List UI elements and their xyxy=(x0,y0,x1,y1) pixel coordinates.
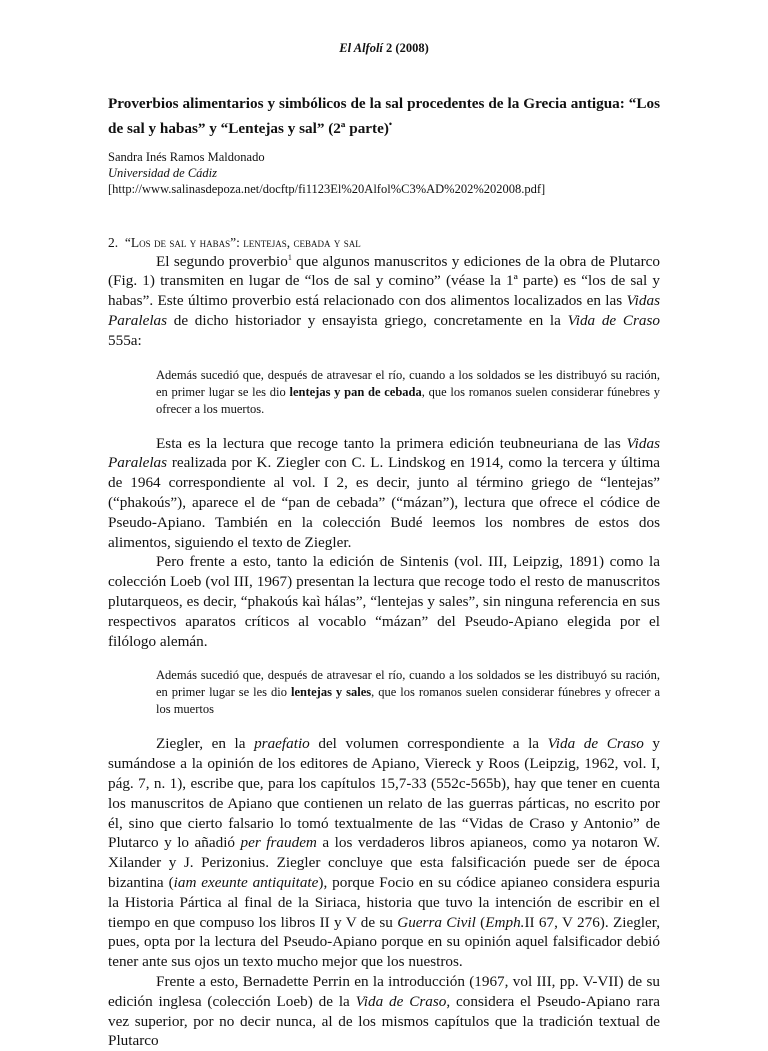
italic-text: iam exeunte antiquitate xyxy=(173,874,319,891)
section-heading xyxy=(108,234,660,252)
text: , que los romanos suelen considerar fúnebres y ofrecer a los muertos. xyxy=(156,384,660,416)
text: a los verdaderos libros apianeos, como ya notaron W. Xilander y J. Perizonius. Ziegler concluye que esta falsificación puede ser de época bizantina ( xyxy=(108,834,660,891)
text: ( xyxy=(475,913,486,931)
text: , que los romanos suelen considerar fúnebres y ofrecer a los muertos xyxy=(156,685,661,717)
italic-title: Guerra Civil xyxy=(397,913,476,931)
title-text: Proverbios alimentarios y simbólicos de la sal procedentes de la Grecia antigua: “Los de sal y habas” y “Lentejas y sal” (2ª parte) xyxy=(108,95,660,138)
bold-text: lentejas y pan de cebada xyxy=(289,384,422,399)
text: y sumándose a la opinión de los editores de Apiano, Viereck y Roos (Leipzig, 1962, vol. I, pág. 7, n. 1), escribe que, para los capítulos 15,7-33 (552c-565b), hay que tener en cuenta los manuscritos de Apiano que contienen un relato de las guerras párticas, no escrito por él, sino que cierto falsario lo tomó textualmente de las “Vidas de Craso y Antonio” de Plutarco y lo añadió xyxy=(108,735,660,852)
text: II 67, V 276). Ziegler, pues, opta por la lectura del Pseudo-Apiano porque en su opinión aquel falsificador debió tener ante sus ojos un texto mucho mejor que los nuestros. xyxy=(108,913,661,971)
text: Frente a esto, Bernadette Perrin en la introducción (1967, vol III, pp. V-VII) de su edición inglesa (colección Loeb) de la xyxy=(108,972,660,1010)
text: de dicho historiador y ensayista griego, concretamente en la xyxy=(167,312,568,330)
section-title: “Los de sal y habas”: lentejas, cebada y sal xyxy=(124,234,361,250)
author-block xyxy=(108,149,660,198)
bold-text: lentejas y sales xyxy=(290,685,372,700)
block-quote-2 xyxy=(156,667,660,718)
text: , considera el Pseudo-Apiano rara vez superior, por no decir nunca, al de los mismos capítulos que la tradición textual de Plutarco xyxy=(108,992,660,1050)
text: realizada por K. Ziegler con C. L. Lindskog en 1914, como la tercera y última de 1964 correspondiente al vol. I 2, es decir, junto al término griego de “lentejas” (“phakoús”), aparece el de “pan de cebada” (“mázan”), lectura que ofrece el códice de Pseudo-Apiano. También en la colección Budé leemos los nombres de estos dos alimentos, siguiendo el texto de Ziegler. xyxy=(108,454,660,551)
text: Además sucedió que, después de atravesar el río, cuando a los soldados se les distribuyó su ración, en primer lugar se les dio xyxy=(156,668,660,700)
paragraph-5 xyxy=(108,972,660,1051)
italic-title: Vidas Paralelas xyxy=(108,434,660,472)
paragraph-1 xyxy=(108,252,660,351)
running-header xyxy=(108,40,660,56)
italic-title: Vidas Paralelas xyxy=(108,292,660,330)
block-quote-1 xyxy=(156,367,660,418)
page xyxy=(108,40,660,1051)
italic-text: praefatio xyxy=(254,735,310,753)
footnote-ref[interactable]: 1 xyxy=(287,252,292,262)
journal-number: 2 (2008) xyxy=(386,41,429,55)
italic-title: Vida de Craso xyxy=(547,735,644,753)
italic-title: Vida de Craso xyxy=(567,312,660,330)
journal-name: El Alfolí xyxy=(339,41,383,55)
italic-title: Vida de Craso xyxy=(355,992,447,1010)
author-name: Sandra Inés Ramos Maldonado xyxy=(108,150,265,165)
section-number: 2. xyxy=(108,234,119,250)
author-affiliation: Universidad de Cádiz xyxy=(108,166,218,181)
text: Esta es la lectura que recoge tanto la primera edición teubneuriana de las xyxy=(156,434,627,452)
paragraph-3: Pero frente a esto, tanto la edición de Sintenis (vol. III, Leipzig, 1891) como la colección Loeb (vol III, 1967) presentan la lectura que recoge todo el resto de manuscritos plutarqueos, es decir, “phakoús kaì hálas”, “lentejas y sales”, sin ninguna referencia en sus respectivos aparatos críticos al vocablo “mázan” del Pseudo-Apiano elegida por el filólogo alemán. xyxy=(108,553,660,650)
text: Ziegler, en la xyxy=(156,735,255,753)
source-url[interactable]: [http://www.salinasdepoza.net/docftp/fi1123El%20Alfol%C3%AD%202%202008.pdf] xyxy=(108,182,546,197)
text: del volumen correspondiente a la xyxy=(309,735,548,753)
text: ), porque Focio en su códice apianeo considera espuria la Historia Pártica al final de la Siriaca, historia que tuvo la intención de escribir en el tiempo en que compuso los libros II y V de su xyxy=(108,874,660,931)
title-footnote-mark: • xyxy=(388,119,393,129)
text: que algunos manuscritos y ediciones de la obra de Plutarco (Fig. 1) transmiten en lugar de “los de sal y comino” (véase la 1ª parte) es “los de sal y habas”. Este último proverbio está relacionado con dos alimentos localizados en las xyxy=(108,252,660,310)
italic-text: Emph. xyxy=(485,913,525,931)
paragraph-2 xyxy=(108,434,660,553)
paragraph-4 xyxy=(108,734,660,972)
text: El segundo proverbio xyxy=(156,252,288,270)
text: Además sucedió que, después de atravesar el río, cuando a los soldados se les distribuyó su ración, en primer lugar se les dio xyxy=(156,367,660,399)
article-title xyxy=(108,94,660,139)
italic-text: per fraudem xyxy=(240,834,317,852)
text: 555a: xyxy=(108,331,142,349)
